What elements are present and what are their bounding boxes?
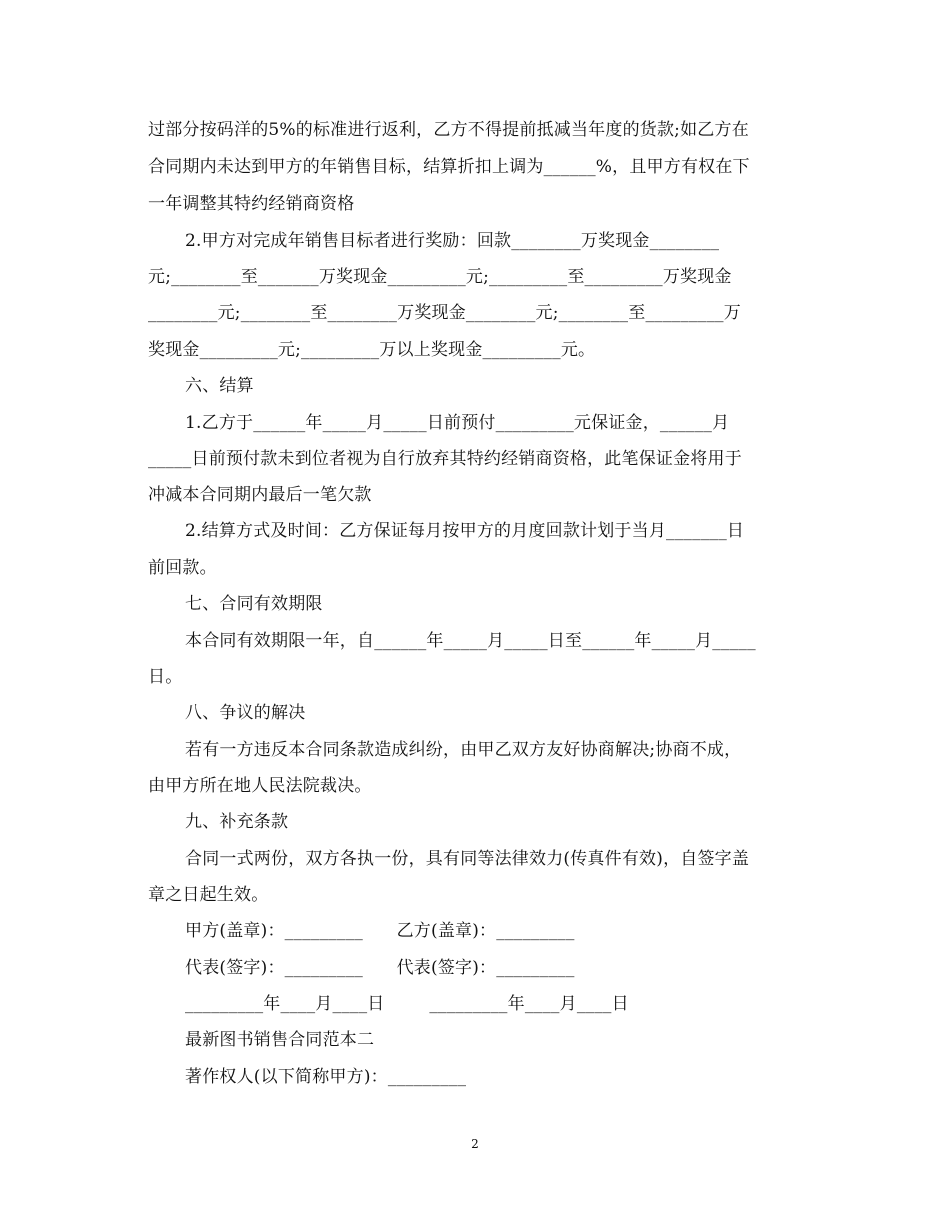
paragraph-line: 著作权人(以下简称甲方)：_________ <box>185 1067 467 1087</box>
date-line: _________年____月____日 _________年____月____日 <box>185 994 629 1014</box>
signature-line: 代表(签字)：_________ 代表(签字)：_________ <box>185 958 575 978</box>
paragraph-line: 2.结算方式及时间：乙方保证每月按甲方的月度回款计划于当月_______日 <box>185 521 745 541</box>
section-title: 最新图书销售合同范本二 <box>185 1030 375 1050</box>
paragraph-line: 1.乙方于______年_____月_____日前预付_________元保证金，______月 <box>185 413 730 433</box>
section-heading: 八、争议的解决 <box>185 703 306 723</box>
paragraph-line: 一年调整其特约经销商资格 <box>148 194 355 214</box>
paragraph-line: ________元;________至________万奖现金________元;________至_________万 <box>148 303 741 323</box>
paragraph-line: 合同期内未达到甲方的年销售目标，结算折扣上调为______%，且甲方有权在下 <box>148 157 750 177</box>
section-heading: 七、合同有效期限 <box>185 594 323 614</box>
paragraph-line: 奖现金_________元;_________万以上奖现金_________元。 <box>148 340 596 360</box>
paragraph-line: 日。 <box>148 667 183 687</box>
paragraph-line: 若有一方违反本合同条款造成纠纷，由甲乙双方友好协商解决;协商不成， <box>185 740 742 760</box>
section-heading: 六、结算 <box>185 376 254 396</box>
signature-line: 甲方(盖章)：_________ 乙方(盖章)：_________ <box>185 921 575 941</box>
page-number: 2 <box>471 1137 479 1151</box>
paragraph-line: 过部分按码洋的5%的标准进行返利，乙方不得提前抵减当年度的货款;如乙方在 <box>148 120 749 140</box>
paragraph-line: 元;________至_______万奖现金_________元;_________至_________万奖现金 <box>148 267 732 287</box>
paragraph-line: 冲减本合同期内最后一笔欠款 <box>148 485 372 505</box>
paragraph-line: _____日前预付款未到位者视为自行放弃其特约经销商资格，此笔保证金将用于 <box>148 449 742 469</box>
paragraph-line: 章之日起生效。 <box>148 885 269 905</box>
paragraph-line: 由甲方所在地人民法院裁决。 <box>148 776 372 796</box>
paragraph-line: 前回款。 <box>148 558 217 578</box>
section-heading: 九、补充条款 <box>185 812 289 832</box>
paragraph-line: 本合同有效期限一年，自______年_____月_____日至______年_____月_____ <box>185 631 756 651</box>
paragraph-line: 合同一式两份，双方各执一份，具有同等法律效力(传真件有效)，自签字盖 <box>185 849 750 869</box>
paragraph-line: 2.甲方对完成年销售目标者进行奖励：回款________万奖现金________ <box>185 231 720 251</box>
